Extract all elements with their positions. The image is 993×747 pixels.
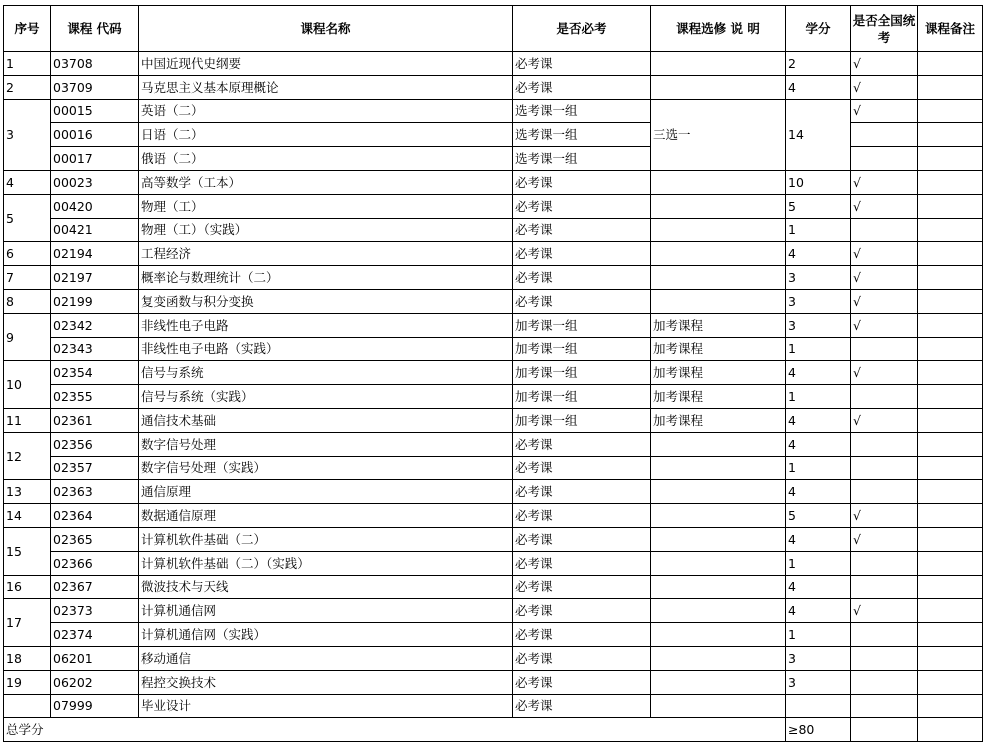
cell-credits: 1: [786, 337, 851, 361]
cell-elective-note: [651, 599, 786, 623]
cell-required: 必考课: [513, 623, 651, 647]
cell-required: 加考课一组: [513, 361, 651, 385]
cell-elective-note: [651, 75, 786, 99]
cell-required: 必考课: [513, 266, 651, 290]
cell-course-name: 数据通信原理: [139, 504, 513, 528]
cell-national-exam: √: [851, 289, 918, 313]
header-national-exam: 是否全国统考: [851, 6, 918, 52]
cell-credits: 4: [786, 408, 851, 432]
cell-credits: 4: [786, 575, 851, 599]
cell-remark: [918, 218, 983, 242]
cell-course-name: 信号与系统（实践）: [139, 385, 513, 409]
cell-credits: 4: [786, 527, 851, 551]
cell-seq: 18: [4, 646, 51, 670]
cell-credits: 3: [786, 313, 851, 337]
cell-course-code: 02366: [51, 551, 139, 575]
cell-remark: [918, 361, 983, 385]
cell-remark: [918, 75, 983, 99]
cell-seq: 17: [4, 599, 51, 647]
table-row: [4, 408, 983, 432]
cell-elective-note: 三选一: [651, 99, 786, 170]
cell-national-exam: [851, 337, 918, 361]
cell-remark: [918, 99, 983, 123]
cell-seq: 7: [4, 266, 51, 290]
cell-course-name: 信号与系统: [139, 361, 513, 385]
cell-elective-note: [651, 670, 786, 694]
cell-seq: 12: [4, 432, 51, 480]
cell-national-exam: √: [851, 408, 918, 432]
cell-course-name: 计算机通信网: [139, 599, 513, 623]
cell-remark: [918, 52, 983, 76]
cell-seq: 14: [4, 504, 51, 528]
cell-required: 必考课: [513, 599, 651, 623]
total-credits: ≥80: [786, 718, 851, 742]
total-label: 总学分: [4, 718, 786, 742]
total-row: [4, 718, 983, 742]
cell-national-exam: √: [851, 194, 918, 218]
cell-national-exam: [851, 575, 918, 599]
cell-remark: [918, 480, 983, 504]
cell-required: 必考课: [513, 52, 651, 76]
cell-national-exam: [851, 646, 918, 670]
cell-course-code: 02365: [51, 527, 139, 551]
cell-required: 加考课一组: [513, 385, 651, 409]
cell-remark: [918, 408, 983, 432]
cell-required: 选考课一组: [513, 147, 651, 171]
cell-credits: 1: [786, 623, 851, 647]
cell-elective-note: 加考课程: [651, 313, 786, 337]
cell-seq: 10: [4, 361, 51, 409]
cell-national-exam: √: [851, 170, 918, 194]
cell-remark: [918, 527, 983, 551]
cell-required: 必考课: [513, 694, 651, 718]
cell-national-exam: √: [851, 527, 918, 551]
cell-remark: [918, 289, 983, 313]
total-remark: [918, 718, 983, 742]
cell-course-name: 复变函数与积分变换: [139, 289, 513, 313]
table-row: [4, 575, 983, 599]
cell-remark: [918, 551, 983, 575]
cell-seq: [4, 694, 51, 718]
table-row: [4, 313, 983, 337]
cell-required: 必考课: [513, 551, 651, 575]
cell-credits: 1: [786, 551, 851, 575]
cell-credits: 4: [786, 242, 851, 266]
table-row: [4, 266, 983, 290]
table-row: [4, 527, 983, 551]
header-row: [4, 6, 983, 52]
table-row: [4, 99, 983, 123]
cell-elective-note: [651, 527, 786, 551]
cell-credits: 4: [786, 599, 851, 623]
cell-required: 必考课: [513, 242, 651, 266]
cell-elective-note: [651, 623, 786, 647]
cell-course-code: 00421: [51, 218, 139, 242]
cell-elective-note: [651, 480, 786, 504]
cell-credits: 4: [786, 75, 851, 99]
cell-course-code: 02374: [51, 623, 139, 647]
cell-required: 必考课: [513, 527, 651, 551]
cell-course-code: 07999: [51, 694, 139, 718]
cell-credits: [786, 694, 851, 718]
cell-national-exam: √: [851, 52, 918, 76]
cell-required: 必考课: [513, 670, 651, 694]
cell-seq: 11: [4, 408, 51, 432]
cell-credits: 1: [786, 218, 851, 242]
table-row: [4, 551, 983, 575]
table-row: [4, 52, 983, 76]
cell-seq: 2: [4, 75, 51, 99]
cell-course-name: 英语（二）: [139, 99, 513, 123]
table-row: [4, 242, 983, 266]
cell-elective-note: [651, 694, 786, 718]
cell-course-code: 02194: [51, 242, 139, 266]
cell-national-exam: √: [851, 361, 918, 385]
cell-required: 加考课一组: [513, 313, 651, 337]
cell-required: 必考课: [513, 432, 651, 456]
cell-national-exam: [851, 147, 918, 171]
cell-required: 必考课: [513, 646, 651, 670]
cell-required: 选考课一组: [513, 123, 651, 147]
cell-course-name: 工程经济: [139, 242, 513, 266]
cell-required: 必考课: [513, 504, 651, 528]
cell-required: 必考课: [513, 194, 651, 218]
cell-national-exam: √: [851, 599, 918, 623]
cell-national-exam: [851, 432, 918, 456]
table-row: [4, 456, 983, 480]
cell-national-exam: √: [851, 266, 918, 290]
cell-course-name: 非线性电子电路: [139, 313, 513, 337]
cell-course-name: 高等数学（工本）: [139, 170, 513, 194]
cell-course-code: 06201: [51, 646, 139, 670]
course-plan-table: [3, 5, 983, 742]
cell-credits: 5: [786, 504, 851, 528]
cell-seq: 15: [4, 527, 51, 575]
cell-seq: 6: [4, 242, 51, 266]
cell-remark: [918, 504, 983, 528]
cell-remark: [918, 646, 983, 670]
header-seq: 序号: [4, 6, 51, 52]
cell-seq: 13: [4, 480, 51, 504]
cell-required: 必考课: [513, 218, 651, 242]
cell-required: 加考课一组: [513, 408, 651, 432]
cell-course-name: 通信技术基础: [139, 408, 513, 432]
cell-remark: [918, 694, 983, 718]
cell-course-code: 02373: [51, 599, 139, 623]
cell-course-code: 02355: [51, 385, 139, 409]
cell-national-exam: √: [851, 313, 918, 337]
header-required: 是否必考: [513, 6, 651, 52]
table-row: [4, 646, 983, 670]
cell-remark: [918, 337, 983, 361]
cell-course-name: 俄语（二）: [139, 147, 513, 171]
cell-remark: [918, 575, 983, 599]
cell-seq: 16: [4, 575, 51, 599]
cell-course-code: 02197: [51, 266, 139, 290]
cell-elective-note: [651, 218, 786, 242]
cell-course-name: 微波技术与天线: [139, 575, 513, 599]
cell-course-name: 中国近现代史纲要: [139, 52, 513, 76]
cell-elective-note: 加考课程: [651, 385, 786, 409]
cell-required: 必考课: [513, 480, 651, 504]
header-course-name: 课程名称: [139, 6, 513, 52]
cell-national-exam: [851, 123, 918, 147]
cell-remark: [918, 147, 983, 171]
cell-national-exam: [851, 623, 918, 647]
cell-national-exam: [851, 694, 918, 718]
header-elective-note: 课程选修 说 明: [651, 6, 786, 52]
cell-remark: [918, 194, 983, 218]
cell-remark: [918, 313, 983, 337]
cell-required: 必考课: [513, 456, 651, 480]
cell-seq: 8: [4, 289, 51, 313]
header-course-code: 课程 代码: [51, 6, 139, 52]
cell-elective-note: [651, 504, 786, 528]
cell-seq: 9: [4, 313, 51, 361]
cell-elective-note: [651, 194, 786, 218]
cell-national-exam: √: [851, 99, 918, 123]
table-row: [4, 480, 983, 504]
cell-seq: 1: [4, 52, 51, 76]
cell-course-code: 02364: [51, 504, 139, 528]
cell-remark: [918, 599, 983, 623]
cell-elective-note: [651, 242, 786, 266]
cell-course-code: 02357: [51, 456, 139, 480]
cell-elective-note: [651, 456, 786, 480]
cell-required: 必考课: [513, 575, 651, 599]
cell-course-name: 毕业设计: [139, 694, 513, 718]
cell-remark: [918, 456, 983, 480]
cell-national-exam: √: [851, 242, 918, 266]
cell-elective-note: [651, 289, 786, 313]
cell-course-code: 00015: [51, 99, 139, 123]
table-row: [4, 75, 983, 99]
cell-national-exam: [851, 480, 918, 504]
cell-national-exam: [851, 551, 918, 575]
header-remark: 课程备注: [918, 6, 983, 52]
cell-course-name: 日语（二）: [139, 123, 513, 147]
cell-national-exam: √: [851, 75, 918, 99]
cell-course-name: 通信原理: [139, 480, 513, 504]
cell-required: 选考课一组: [513, 99, 651, 123]
table-row: [4, 289, 983, 313]
cell-remark: [918, 266, 983, 290]
cell-remark: [918, 670, 983, 694]
cell-credits: 3: [786, 266, 851, 290]
table-row: [4, 361, 983, 385]
cell-course-name: 数字信号处理: [139, 432, 513, 456]
cell-credits: 3: [786, 289, 851, 313]
cell-course-name: 物理（工）: [139, 194, 513, 218]
table-row: [4, 504, 983, 528]
cell-credits: 3: [786, 670, 851, 694]
cell-course-code: 02343: [51, 337, 139, 361]
table-row: [4, 694, 983, 718]
header-credits: 学分: [786, 6, 851, 52]
cell-elective-note: [651, 266, 786, 290]
cell-remark: [918, 385, 983, 409]
cell-seq: 19: [4, 670, 51, 694]
cell-remark: [918, 123, 983, 147]
cell-national-exam: [851, 456, 918, 480]
cell-course-code: 06202: [51, 670, 139, 694]
cell-national-exam: √: [851, 504, 918, 528]
cell-course-code: 00420: [51, 194, 139, 218]
cell-course-code: 02199: [51, 289, 139, 313]
cell-course-code: 02354: [51, 361, 139, 385]
cell-course-name: 数字信号处理（实践）: [139, 456, 513, 480]
cell-credits: 1: [786, 456, 851, 480]
cell-credits: 10: [786, 170, 851, 194]
cell-course-code: 02356: [51, 432, 139, 456]
cell-credits: 1: [786, 385, 851, 409]
cell-course-name: 计算机软件基础（二）（实践）: [139, 551, 513, 575]
cell-elective-note: [651, 646, 786, 670]
cell-required: 必考课: [513, 170, 651, 194]
cell-course-code: 03708: [51, 52, 139, 76]
cell-seq: 4: [4, 170, 51, 194]
cell-course-name: 马克思主义基本原理概论: [139, 75, 513, 99]
cell-elective-note: [651, 432, 786, 456]
cell-seq: 5: [4, 194, 51, 242]
cell-course-code: 02363: [51, 480, 139, 504]
cell-course-name: 计算机通信网（实践）: [139, 623, 513, 647]
cell-course-code: 00023: [51, 170, 139, 194]
cell-elective-note: 加考课程: [651, 408, 786, 432]
cell-elective-note: [651, 52, 786, 76]
cell-credits: 5: [786, 194, 851, 218]
table-row: [4, 337, 983, 361]
cell-credits: 2: [786, 52, 851, 76]
cell-course-name: 移动通信: [139, 646, 513, 670]
cell-required: 必考课: [513, 289, 651, 313]
cell-course-code: 00017: [51, 147, 139, 171]
cell-seq: 3: [4, 99, 51, 170]
cell-remark: [918, 242, 983, 266]
table-row: [4, 194, 983, 218]
cell-national-exam: [851, 218, 918, 242]
cell-credits: 4: [786, 432, 851, 456]
table-row: [4, 170, 983, 194]
cell-national-exam: [851, 385, 918, 409]
table-row: [4, 432, 983, 456]
table-row: [4, 599, 983, 623]
cell-elective-note: [651, 575, 786, 599]
cell-course-code: 02367: [51, 575, 139, 599]
cell-elective-note: [651, 551, 786, 575]
cell-remark: [918, 432, 983, 456]
cell-credits: 4: [786, 480, 851, 504]
cell-course-code: 00016: [51, 123, 139, 147]
cell-credits: 4: [786, 361, 851, 385]
table-row: [4, 670, 983, 694]
cell-required: 必考课: [513, 75, 651, 99]
total-national-exam: [851, 718, 918, 742]
cell-remark: [918, 623, 983, 647]
cell-course-name: 计算机软件基础（二）: [139, 527, 513, 551]
table-row: [4, 623, 983, 647]
table-row: [4, 218, 983, 242]
table-row: [4, 385, 983, 409]
cell-credits: 3: [786, 646, 851, 670]
cell-course-name: 物理（工）（实践）: [139, 218, 513, 242]
course-plan-table-container: [3, 5, 983, 742]
cell-course-name: 非线性电子电路（实践）: [139, 337, 513, 361]
cell-course-name: 概率论与数理统计（二）: [139, 266, 513, 290]
cell-course-name: 程控交换技术: [139, 670, 513, 694]
cell-required: 加考课一组: [513, 337, 651, 361]
cell-course-code: 03709: [51, 75, 139, 99]
cell-elective-note: 加考课程: [651, 361, 786, 385]
cell-elective-note: [651, 170, 786, 194]
cell-course-code: 02342: [51, 313, 139, 337]
cell-credits: 14: [786, 99, 851, 170]
cell-remark: [918, 170, 983, 194]
cell-elective-note: 加考课程: [651, 337, 786, 361]
cell-course-code: 02361: [51, 408, 139, 432]
course-rows: [4, 52, 983, 742]
cell-national-exam: [851, 670, 918, 694]
